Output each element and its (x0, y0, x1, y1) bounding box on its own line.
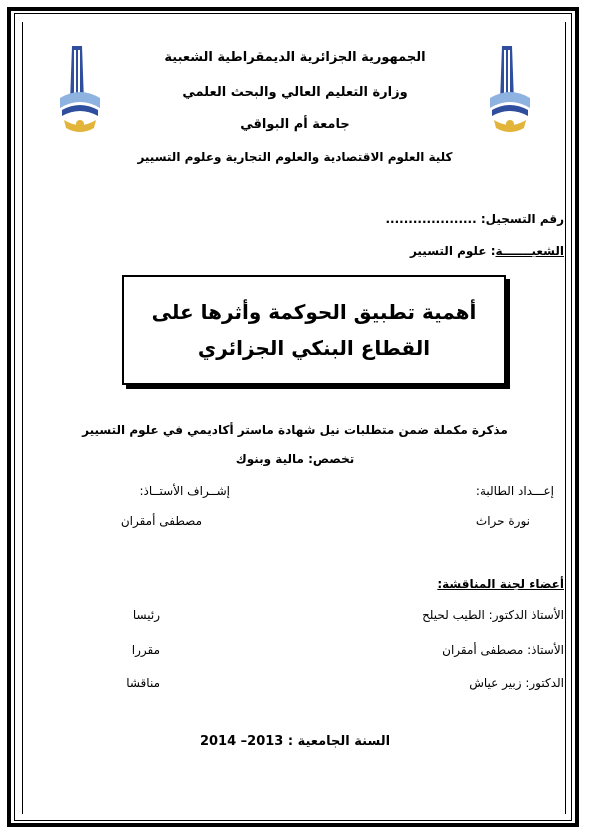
branch-value: : علوم التسيير (409, 244, 496, 258)
committee-member-role: مناقشا (126, 676, 160, 690)
student-name: نورة حراث (475, 514, 530, 528)
thesis-description: مذكرة مكملة ضمن متطلبات نيل شهادة ماستر أكاديمي في علوم التسيير (82, 423, 508, 437)
thesis-title-line-1: أهمية تطبيق الحوكمة وأثرها على (151, 300, 477, 324)
supervisor-label: إشــراف الأستــاذ: (139, 484, 230, 498)
thesis-specialty: تخصص: مالية وبنوك (235, 452, 355, 466)
committee-member-name: الأستاذ الدكتور: الطيب لحيلح (422, 608, 564, 622)
supervisor-name: مصطفى أمقران (120, 514, 202, 528)
branch-line (410, 244, 564, 258)
academic-year: السنة الجامعية : 2013– 2014 (199, 734, 391, 749)
branch-label: الشعبـــــــة (495, 244, 564, 258)
thesis-title-box (122, 275, 506, 385)
student-label: إعـــداد الطالبة: (475, 484, 554, 498)
republic-heading: الجمهورية الجزائرية الديمقراطية الشعبية (164, 50, 426, 65)
committee-member-role: مقررا (131, 643, 160, 657)
university-heading: جامعة أم البواقي (240, 117, 350, 132)
committee-member-role: رئيسا (132, 608, 160, 622)
ministry-heading: وزارة التعليم العالي والبحث العلمي (182, 85, 408, 100)
committee-member-name: الدكتور: زبير عياش (469, 676, 564, 690)
committee-member-name: الأستاذ: مصطفى أمقران (442, 643, 564, 657)
committee-heading: أعضاء لجنة المناقشة: (437, 577, 564, 591)
thesis-title-line-2: القطاع البنكي الجزائري (197, 336, 431, 360)
registration-number: رقم التسجيل: .................... (385, 212, 564, 226)
faculty-heading: كلية العلوم الاقتصادية والعلوم التجارية وعلوم التسيير (137, 150, 453, 164)
page-border-strip (22, 22, 566, 814)
